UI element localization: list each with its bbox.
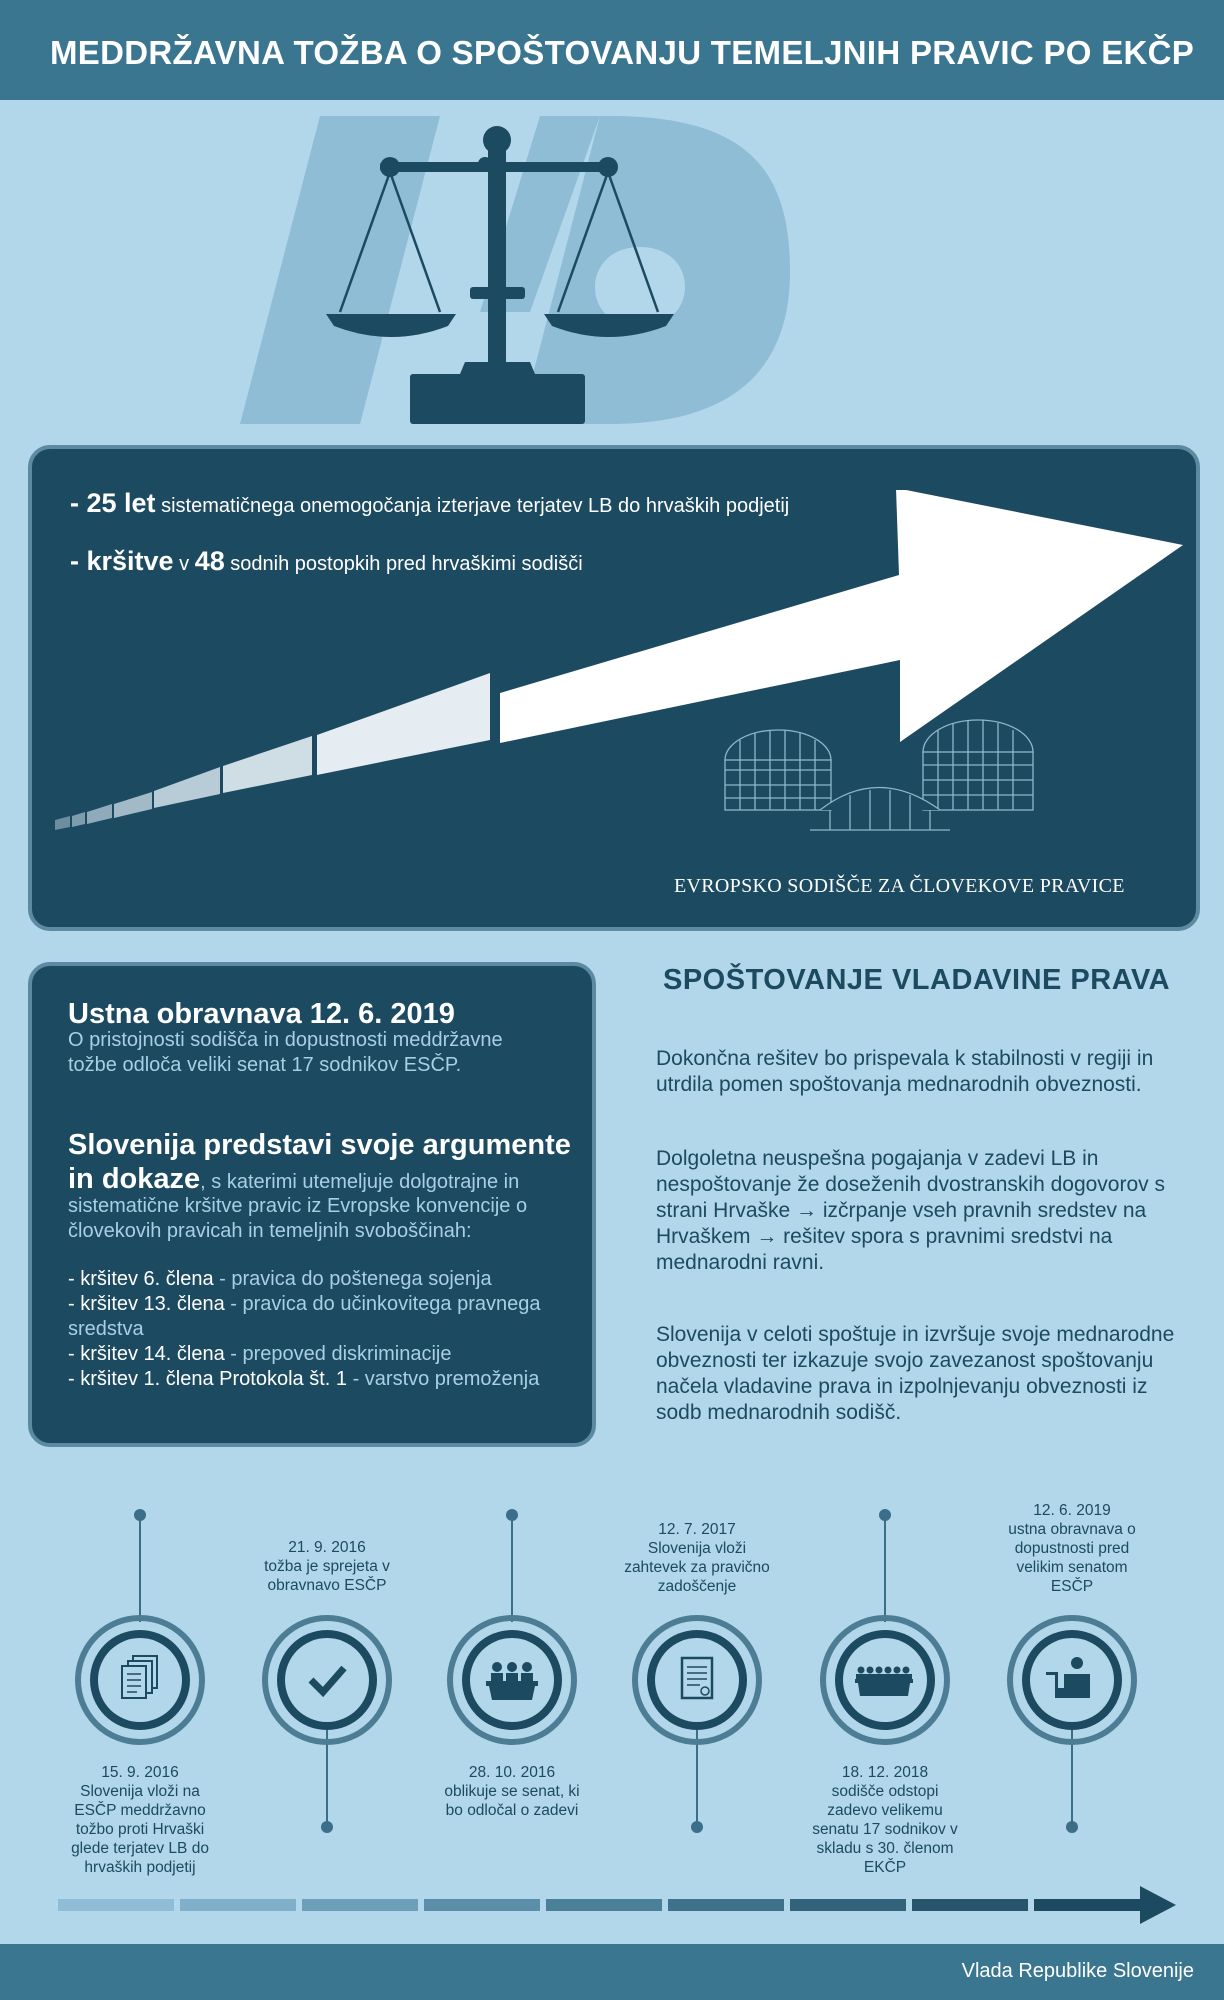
documents-icon: [78, 1618, 202, 1742]
stat-violations-count: 48: [194, 546, 225, 576]
timeline-event-2: [257, 1538, 397, 1595]
violation-label: - kršitev 6. člena: [68, 1268, 214, 1290]
violation-desc: - prepoved diskriminacije: [224, 1343, 452, 1365]
event-text: ustna obravnava o dopustnosti pred velikim senatom ESČP: [1008, 1521, 1136, 1595]
oral-hearing-text: O pristojnosti sodišča in dopustnosti meddržavne tožbe odloča veliki senat 17 sodnikov ESČP.: [68, 1029, 503, 1076]
rule-of-law-title: SPOŠTOVANJE VLADAVINE PRAVA: [663, 964, 1171, 996]
rule-of-law-paragraph: Slovenija v celoti spoštuje in izvršuje svoje mednarodne obveznosti ter izkazuje svojo zavezanost spoštovanju načela vladavine prava in izpolnjevanju obveznosti iz sodb mednarodnih sodišč.: [656, 1323, 1175, 1424]
violation-item: [68, 1342, 578, 1367]
request-document-icon: [635, 1618, 759, 1742]
violation-item: [68, 1367, 578, 1392]
stat-violations-label: - kršitve: [70, 546, 174, 576]
event-date: 18. 12. 2018: [841, 1764, 929, 1781]
event-date: 12. 6. 2019: [1033, 1502, 1111, 1519]
event-text: Slovenija vloži zahtevek za pravično zadoščenje: [624, 1540, 770, 1595]
violation-desc: - varstvo premoženja: [347, 1368, 540, 1390]
timeline-event-4: [622, 1520, 772, 1596]
header-bar: [0, 0, 1224, 100]
event-date: 28. 10. 2016: [468, 1764, 556, 1781]
event-text: tožba je sprejeta v obravnavo ESČP: [264, 1558, 390, 1594]
arguments-title: Slovenija predstavi svoje argumente: [68, 1129, 571, 1161]
arguments-text-first: , s katerimi utemeljuje dolgotrajne in: [200, 1171, 520, 1193]
timeline-event-5: [811, 1763, 959, 1877]
event-date: 15. 9. 2016: [101, 1764, 179, 1781]
event-text: Slovenija vloži na ESČP meddržavno tožbo proti Hrvaški glede terjatev LB do hrvaških podjetij: [71, 1783, 209, 1876]
stat-violations-prep: v: [173, 553, 195, 575]
event-text: oblikuje se senat, ki bo odločal o zadevi: [444, 1783, 580, 1819]
violation-desc: - pravica do učinkovitega pravnega sredstva: [68, 1293, 541, 1340]
court-building-icon: [725, 720, 1033, 830]
court-label: EVROPSKO SODIŠČE ZA ČLOVEKOVE PRAVICE: [674, 875, 1125, 897]
arguments-intro: [68, 1162, 578, 1196]
arguments-title-continued: in dokaze: [68, 1163, 201, 1195]
timeline-event-6: [1002, 1501, 1142, 1596]
rule-of-law-paragraph: Dolgoletna neuspešna pogajanja v zadevi LB in nespoštovanje že doseženih dvostranskih dogovorov s strani Hrvaške → izčrpanje vseh pravnih sredstev na Hrvaškem → rešitev spora s pravnimi sredstvi na mednarodni ravni.: [656, 1147, 1165, 1274]
grand-chamber-icon: [823, 1618, 947, 1742]
panel-icon: [450, 1618, 574, 1742]
arguments-text: sistematične kršitve pravic iz Evropske konvencije o človekovih pravicah in temeljnih svoboščinah:: [68, 1195, 528, 1242]
violation-item: [68, 1292, 578, 1342]
stat-violations-text: sodnih postopkih pred hrvaškimi sodišči: [224, 553, 583, 575]
timeline-progress-bar: [58, 1886, 1176, 1924]
growth-arrow-graphic: [50, 490, 1190, 840]
timeline-circles: [78, 1618, 1134, 1742]
checkmark-icon: [265, 1618, 389, 1742]
event-date: 12. 7. 2017: [658, 1521, 736, 1538]
stat-years-value: - 25 let: [70, 488, 156, 518]
event-text: sodišče odstopi zadevo velikemu senatu 17 sodnikov v skladu s 30. členom EKČP: [812, 1783, 958, 1876]
scales-of-justice-illustration: [230, 112, 930, 432]
timeline-event-1: [70, 1763, 210, 1877]
page-title: MEDDRŽAVNA TOŽBA O SPOŠTOVANJU TEMELJNIH PRAVIC PO EKČP: [50, 34, 1195, 71]
speaker-icon: [1010, 1618, 1134, 1742]
footer-credit: Vlada Republike Slovenije: [961, 1960, 1194, 1982]
timeline-event-3: [440, 1763, 584, 1820]
violation-item: [68, 1267, 578, 1292]
violation-label: - kršitev 13. člena: [68, 1293, 225, 1315]
stat-years-text: sistematičnega onemogočanja izterjave terjatev LB do hrvaških podjetij: [155, 495, 790, 517]
violation-label: - kršitev 1. člena Protokola št. 1: [68, 1368, 348, 1390]
violation-desc: - pravica do poštenega sojenja: [213, 1268, 492, 1290]
event-date: 21. 9. 2016: [288, 1539, 366, 1556]
rule-of-law-paragraph: Dokončna rešitev bo prispevala k stabilnosti v regiji in utrdila pomen spoštovanja mednarodnih obveznosti.: [656, 1047, 1154, 1096]
violation-label: - kršitev 14. člena: [68, 1343, 225, 1365]
violations-list: [68, 1267, 578, 1392]
footer-bar: [0, 1944, 1224, 2000]
oral-hearing-title: Ustna obravnava 12. 6. 2019: [68, 998, 455, 1030]
